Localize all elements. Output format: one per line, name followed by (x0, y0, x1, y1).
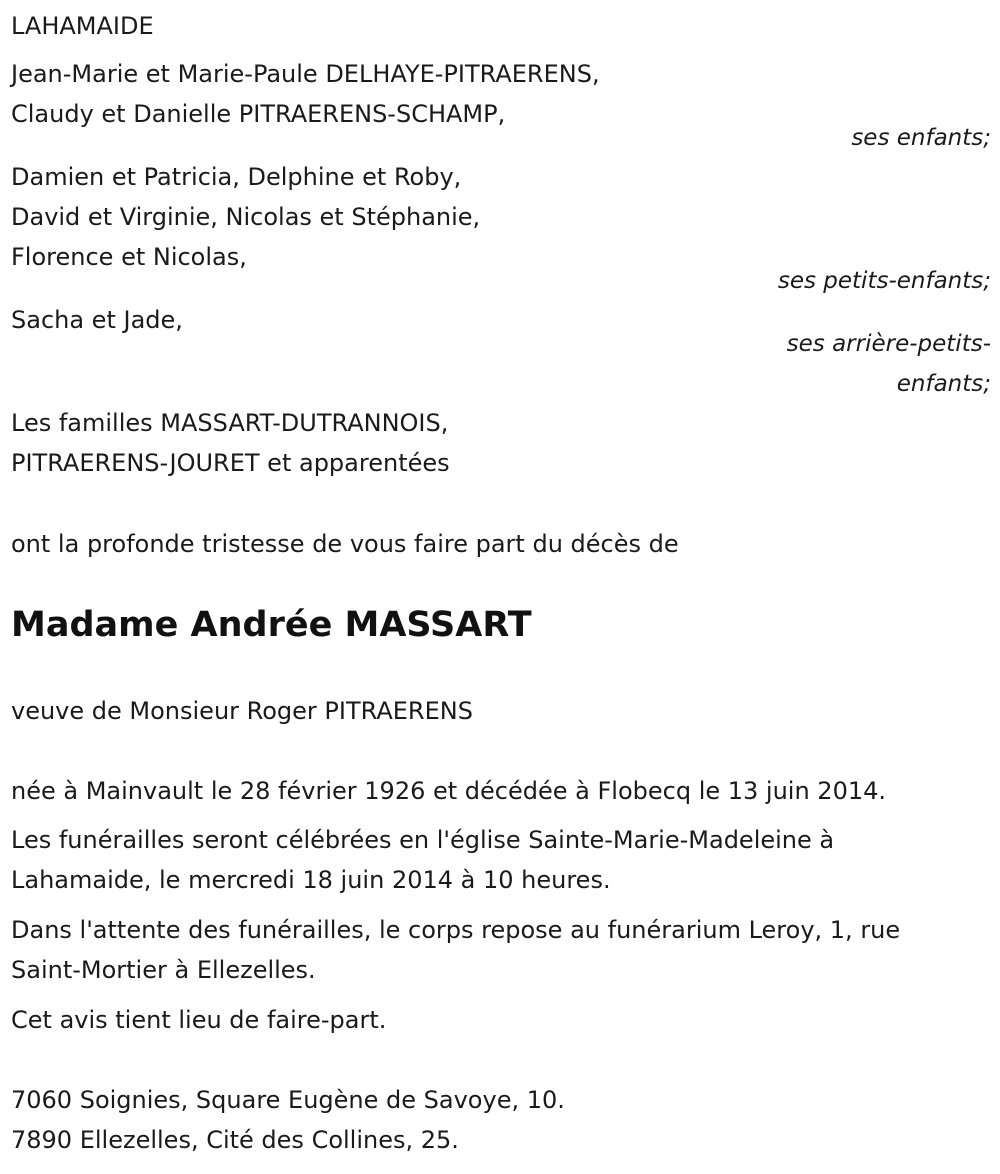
great-grandchildren-role-line2: enfants; (896, 371, 991, 397)
great-grandchildren-line: Sacha et Jade, (11, 306, 183, 334)
funeral-line: Lahamaide, le mercredi 18 juin 2014 à 10 heures. (11, 866, 611, 894)
birth-death-text: née à Mainvault le 28 février 1926 et décédée à Flobecq le 13 juin 2014. (11, 777, 887, 805)
funeral-line: Les funérailles seront célébrées en l'église Sainte-Marie-Madeleine à (11, 826, 835, 854)
grandchildren-line: David et Virginie, Nicolas et Stéphanie, (11, 203, 481, 231)
deceased-name: Madame Andrée MASSART (11, 605, 532, 645)
children-line: Jean-Marie et Marie-Paule DELHAYE-PITRAERENS, (11, 60, 600, 88)
notice-text: Cet avis tient lieu de faire-part. (11, 1006, 387, 1034)
announcement-text: ont la profonde tristesse de vous faire part du décès de (11, 530, 679, 558)
rest-line: Saint-Mortier à Ellezelles. (11, 956, 316, 984)
grandchildren-block (11, 157, 480, 277)
children-role: ses enfants; (851, 125, 991, 151)
address-line: 7890 Ellezelles, Cité des Collines, 25. (11, 1126, 459, 1154)
families-line: Les familles MASSART-DUTRANNOIS, (11, 409, 449, 437)
funeral-paragraph (11, 820, 834, 900)
grandchildren-role: ses petits-enfants; (777, 268, 991, 294)
addresses-block (11, 1080, 565, 1160)
widow-of-text: veuve de Monsieur Roger PITRAERENS (11, 697, 473, 725)
families-block (11, 403, 450, 483)
address-line: 7060 Soignies, Square Eugène de Savoye, 10. (11, 1086, 565, 1114)
children-line: Claudy et Danielle PITRAERENS-SCHAMP, (11, 100, 506, 128)
rest-line: Dans l'attente des funérailles, le corps repose au funérarium Leroy, 1, rue (11, 916, 901, 944)
great-grandchildren-role-line1: ses arrière-petits- (786, 331, 991, 357)
grandchildren-line: Damien et Patricia, Delphine et Roby, (11, 163, 462, 191)
place-heading: LAHAMAIDE (11, 12, 154, 40)
grandchildren-line: Florence et Nicolas, (11, 243, 247, 271)
rest-paragraph (11, 910, 900, 990)
families-line: PITRAERENS-JOURET et apparentées (11, 449, 450, 477)
